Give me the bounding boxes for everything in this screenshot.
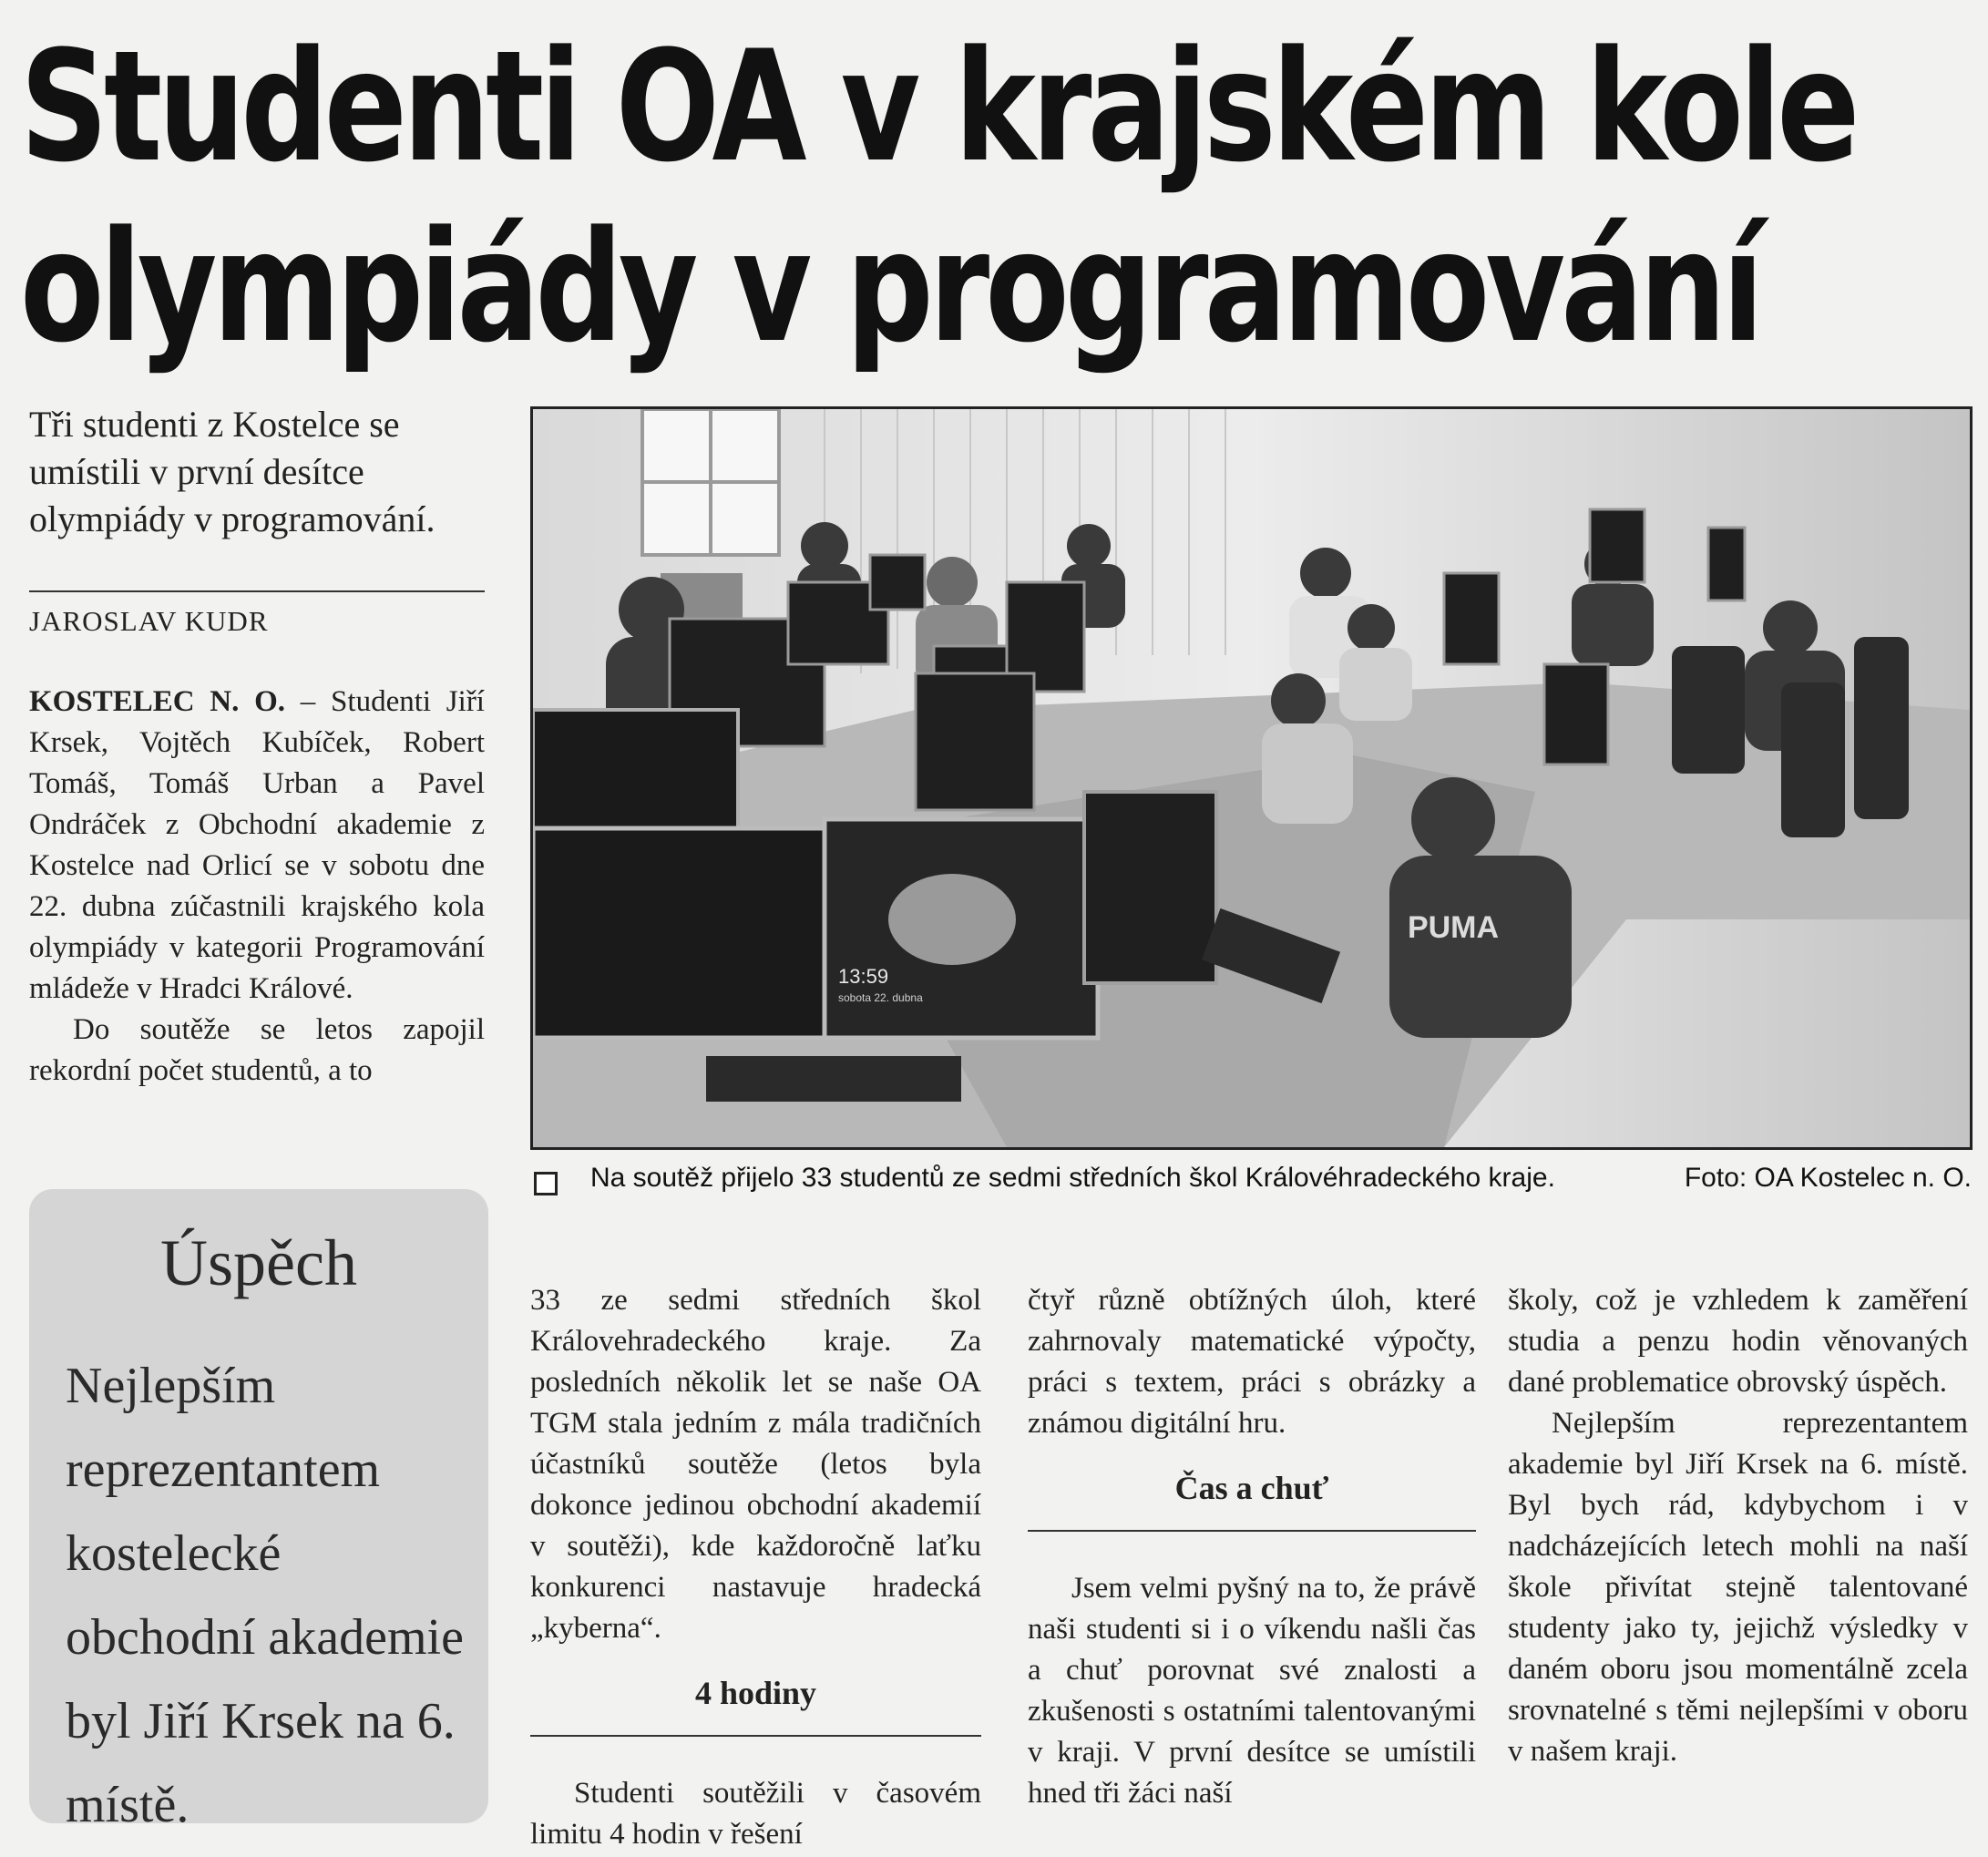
lead-divider <box>29 590 485 592</box>
article-column-1 <box>29 682 485 1092</box>
paragraph-3-continued: čtyř různě obtížných úloh, které zahrnovaly matematické výpočty, práci s textem, práci s obrázky a známou digitální hru. <box>1028 1284 1476 1440</box>
photo-credit: Foto: OA Kostelec n. O. <box>1684 1163 1972 1193</box>
monitor-date: sobota 22. dubna <box>838 991 923 1004</box>
paragraph-2-continued: 33 ze sedmi středních škol Královehradeckého kraje. Za posledních několik let se naše OA TGM stala jedním z mála tradičních účastníků soutěže (letos byla dokonce jedinou obchodní akademií v soutěži), kde každoročně laťku konkurenci nastavuje hradecká „kyberna“. <box>530 1284 981 1645</box>
sidebox-title: Úspěch <box>160 1226 357 1299</box>
byline: JAROSLAV KUDR <box>29 605 269 637</box>
subheading-divider <box>530 1735 981 1737</box>
article-photo <box>530 406 1973 1150</box>
monitor-clock: 13:59 <box>838 965 889 988</box>
article-column-2 <box>530 1280 981 1855</box>
paragraph-3-start: Studenti soutěžili v časovém limitu 4 hodin v řešení <box>530 1777 981 1851</box>
dateline: KOSTELEC N. O. <box>29 685 286 718</box>
headline <box>20 16 1856 377</box>
lead-paragraph: Tři studenti z Kostelce se umístili v první desítce olympiády v programování. <box>29 404 436 539</box>
headline-line-1: Studenti OA v krajském kole <box>20 17 1856 196</box>
photo-caption: Na soutěž přijelo 33 studentů ze sedmi středních škol Královéhradeckého kraje. <box>590 1163 1555 1193</box>
sidebox-text: Nejlepším reprezentantem kostelecké obchodní akademie byl Jiří Krsek na 6. místě. <box>66 1358 464 1833</box>
subheading-cas-a-chut: Čas a chuť <box>1174 1470 1329 1506</box>
article-column-4 <box>1508 1280 1968 1772</box>
paragraph-4-continued: školy, což je vzhledem k zaměření studia a penzu hodin věnovaných dané problematice obrovský úspěch. <box>1508 1284 1968 1399</box>
computer-lab-photo <box>533 409 1970 1147</box>
subheading-4-hodiny: 4 hodiny <box>694 1675 817 1711</box>
paragraph-2-start: Do soutěže se letos zapojil rekordní počet studentů, a to <box>29 1013 485 1087</box>
headline-line-2: olympiády v programování <box>20 198 1760 376</box>
sweatshirt-text: PUMA <box>1407 910 1500 945</box>
success-sidebox <box>29 1189 488 1833</box>
paragraph-1: – Studenti Jiří Krsek, Vojtěch Kubíček, Robert Tomáš, Tomáš Urban a Pavel Ondráček z Obchodní akademie z Kostelce nad Orlicí se v sobotu dne 22. dubna zúčastnili krajského kola olympiády v kategorii Programování mládeže v Hradci Králové. <box>29 685 485 1005</box>
caption-square-icon <box>534 1172 558 1195</box>
paragraph-5: Nejlepším reprezentantem akademie byl Jiří Krsek na 6. místě. Byl bych rád, kdybychom i v nadcházejících letech mohli na naší škole přivítat stejně talentované studenty jako ty, jejichž výsledky v daném oboru jsou momentálně zcela srovnatelné s těmi nejlepšími v oboru v našem kraji. <box>1508 1407 1968 1768</box>
subheading-divider <box>1028 1530 1476 1532</box>
paragraph-4-start: Jsem velmi pyšný na to, že právě naši studenti si i o víkendu našli čas a chuť porovnat své znalosti a zkušenosti s ostatními talentovanými v kraji. V první desítce se umístili hned tři žáci naší <box>1028 1572 1476 1810</box>
article-column-3 <box>1028 1280 1476 1814</box>
